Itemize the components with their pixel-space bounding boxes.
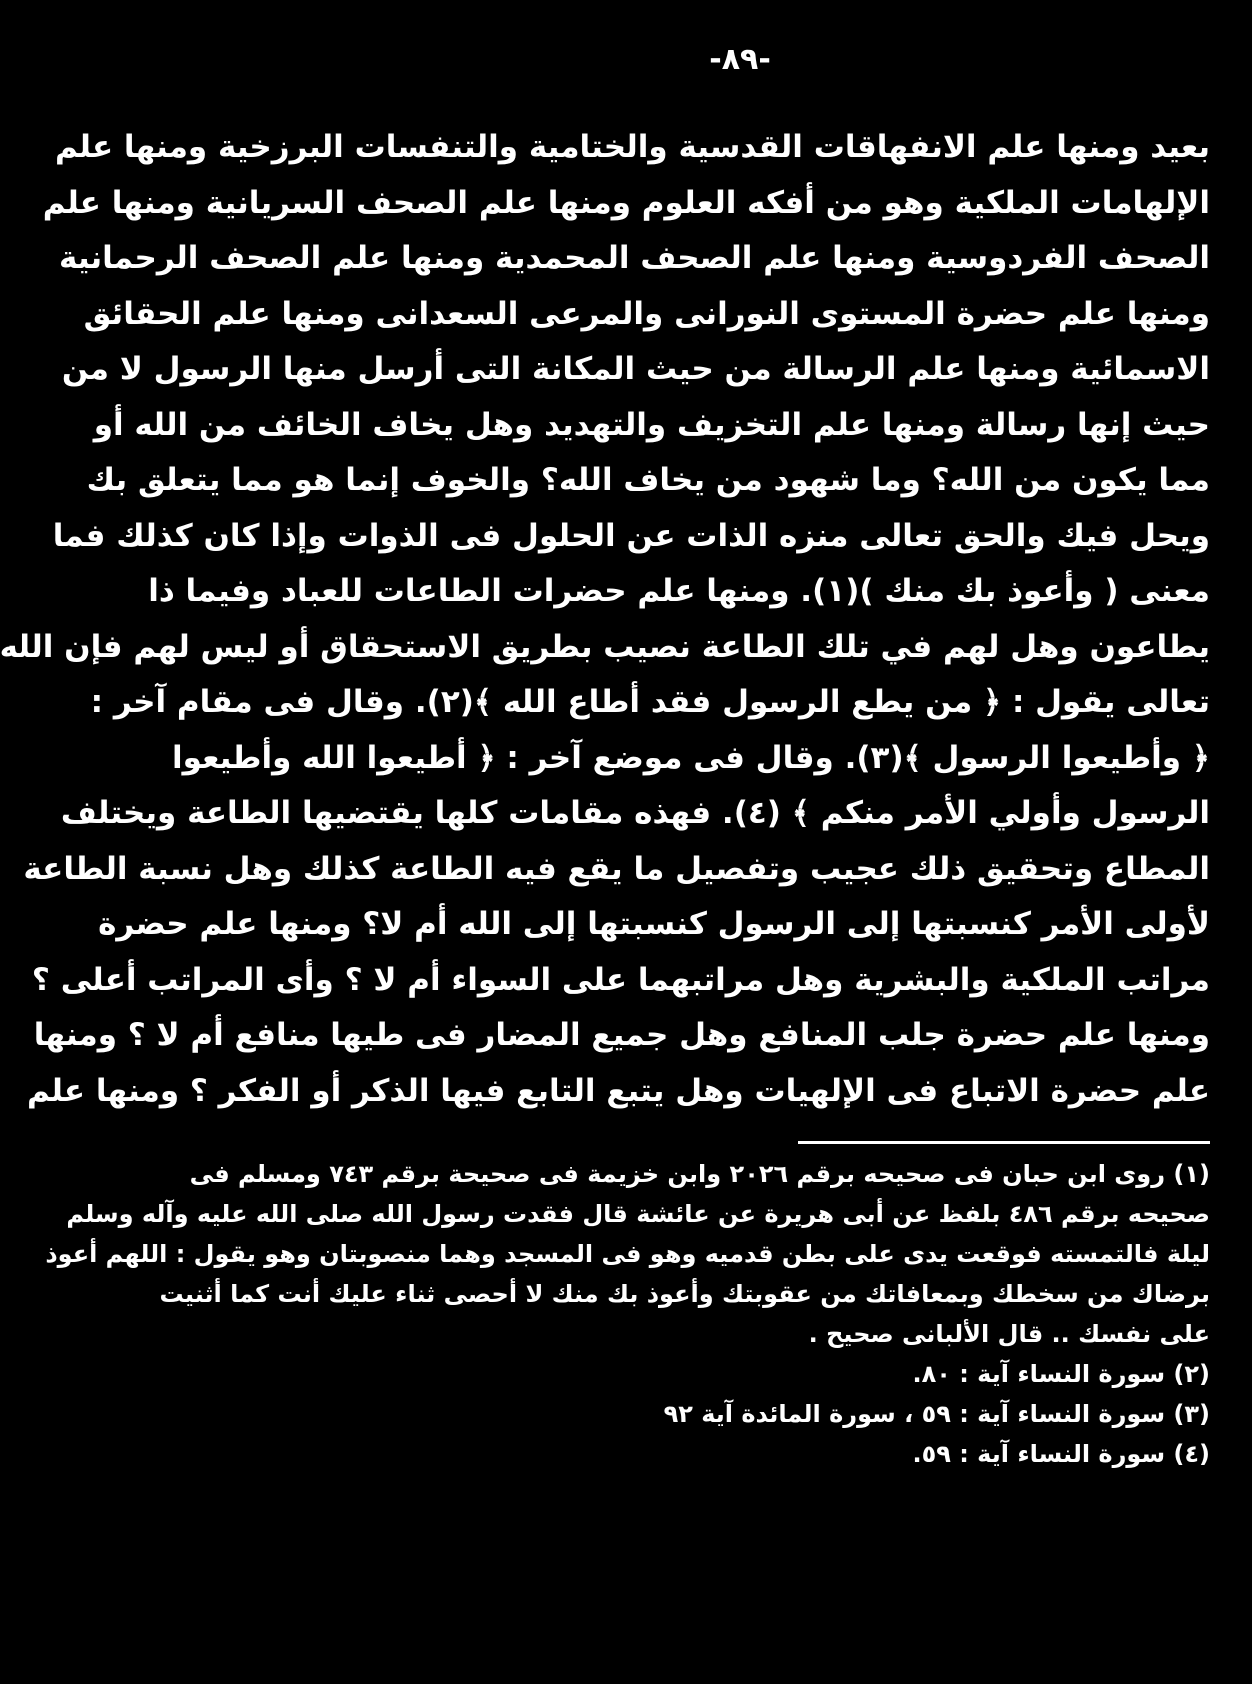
body-line: بعيد ومنها علم الانفهاقات القدسية والختامية والتنفسات البرزخية ومنها علم (55, 129, 1210, 165)
body-line: ومنها علم حضرة جلب المنافع وهل جميع المضار فى طيها منافع أم لا ؟ ومنها (33, 1017, 1210, 1053)
body-line: المطاع وتحقيق ذلك عجيب وتفصيل ما يقع فيه الطاعة كذلك وهل نسبة الطاعة (23, 850, 1210, 887)
footnote-line: ليلة فالتمسته فوقعت يدى على بطن قدميه وهو فى المسجد وهما منصوبتان وهو يقول : اللهم أعوذ (45, 1240, 1210, 1268)
body-line: الاسمائية ومنها علم الرسالة من حيث المكانة التى أرسل منها الرسول لا من (61, 351, 1210, 387)
footnote-line: (١) روى ابن حبان فى صحيحه برقم ٢٠٢٦ وابن خزيمة فى صحيحة برقم ٧٤٣ ومسلم فى (189, 1160, 1210, 1188)
footnote-separator (798, 1141, 1210, 1144)
footnote-line: على نفسك .. قال الألبانى صحيح . (808, 1320, 1210, 1348)
main-body-text (0, 120, 1210, 1119)
footnote-line: صحيحه برقم ٤٨٦ بلفظ عن أبى هريرة عن عائشة قال فقدت رسول الله صلى الله عليه وآله وسلم (66, 1200, 1210, 1228)
body-line: الإلهامات الملكية وهو من أفكه العلوم ومنها علم الصحف السريانية ومنها علم (42, 184, 1210, 221)
body-line: تعالى يقول : ﴿ من يطع الرسول فقد أطاع الله ﴾(٢). وقال فى مقام آخر : (90, 684, 1210, 720)
footnote-line: برضاك من سخطك وبمعافاتك من عقوبتك وأعوذ بك منك لا أحصى ثناء عليك أنت كما أثنيت (159, 1280, 1210, 1308)
body-line: حيث إنها رسالة ومنها علم التخزيف والتهديد وهل يخاف الخائف من الله أو (93, 406, 1210, 443)
body-line: مما يكون من الله؟ وما شهود من يخاف الله؟ والخوف إنما هو مما يتعلق بك (86, 462, 1210, 498)
footnote-line: (٢) سورة النساء آية : ٨٠. (912, 1360, 1210, 1388)
body-line: الصحف الفردوسية ومنها علم الصحف المحمدية ومنها علم الصحف الرحمانية (59, 240, 1210, 276)
body-line: ويحل فيك والحق تعالى منزه الذات عن الحلول فى الذوات وإذا كان كذلك فما (52, 517, 1210, 554)
footnote-line: (٤) سورة النساء آية : ٥٩. (912, 1440, 1210, 1468)
body-line: مراتب الملكية والبشرية وهل مراتبهما على السواء أم لا ؟ وأى المراتب أعلى ؟ (31, 961, 1210, 998)
body-line: يطاعون وهل لهم في تلك الطاعة نصيب بطريق الاستحقاق أو ليس لهم فإن الله (0, 628, 1210, 665)
page-number: -٨٩- (709, 42, 771, 77)
footnotes (45, 1154, 1210, 1474)
body-line: معنى ( وأعوذ بك منك )(١). ومنها علم حضرات الطاعات للعباد وفيما ذا (148, 573, 1210, 609)
footnote-line: (٣) سورة النساء آية : ٥٩ ، سورة المائدة آية ٩٢ (663, 1400, 1210, 1428)
body-line: الرسول وأولي الأمر منكم ﴾ (٤). فهذه مقامات كلها يقتضيها الطاعة ويختلف (60, 795, 1210, 831)
body-line: علم حضرة الاتباع فى الإلهيات وهل يتبع التابع فيها الذكر أو الفكر ؟ ومنها علم (26, 1072, 1210, 1109)
body-line: ﴿ وأطيعوا الرسول ﴾(٣). وقال فى موضع آخر : ﴿ أطيعوا الله وأطيعوا (172, 739, 1210, 776)
body-line: لأولى الأمر كنسبتها إلى الرسول كنسبتها إلى الله أم لا؟ ومنها علم حضرة (98, 906, 1210, 942)
body-line: ومنها علم حضرة المستوى النورانى والمرعى السعدانى ومنها علم الحقائق (83, 295, 1210, 332)
